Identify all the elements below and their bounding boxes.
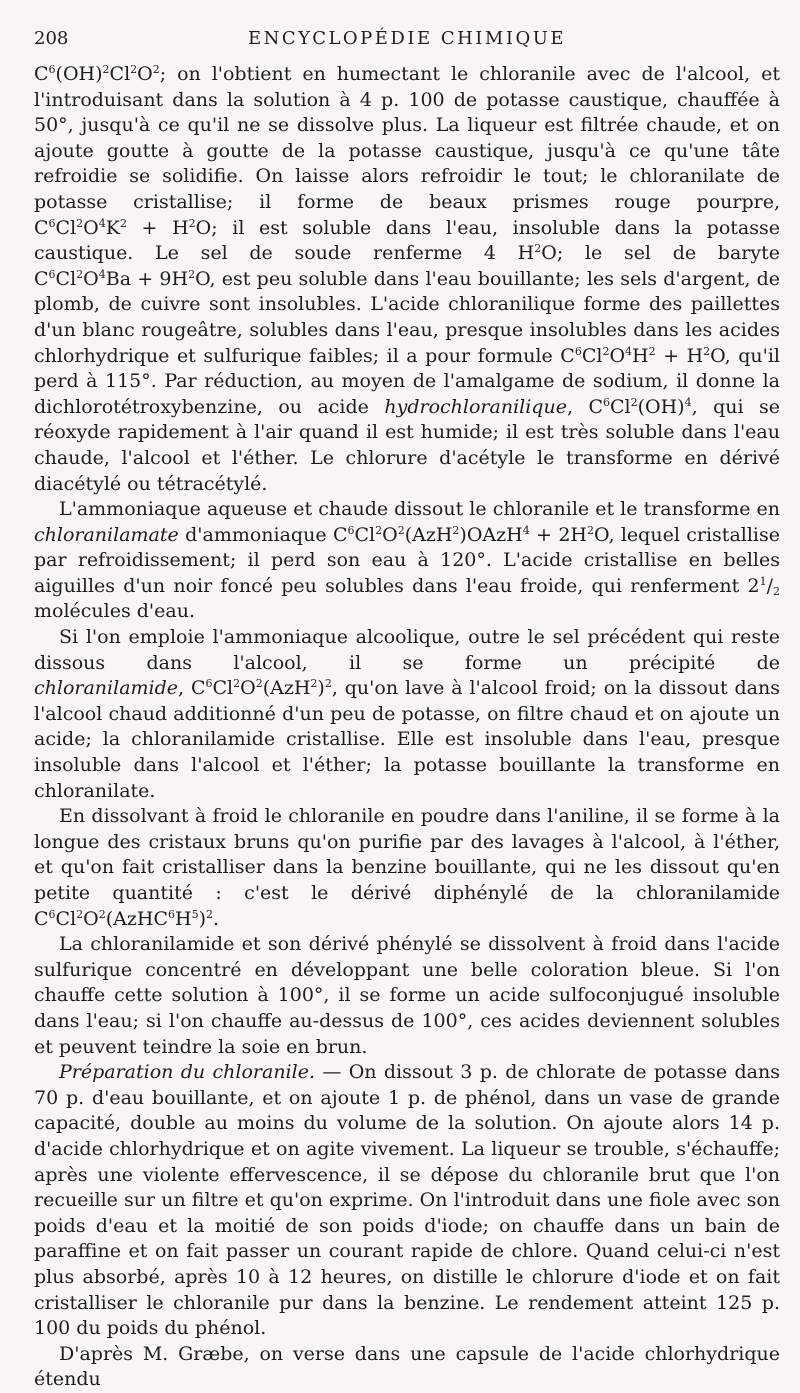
paragraph-preparation: Préparation du chloranile. — On dissout 3 p. de chlorate de potasse dans 70 p. d'eau bouillante, et on ajoute 1 p. de phénol, dans un vase de grande capacité, double au moins du volume de la solution. On ajoute alors 14 p. d'acide chlorhydrique et on agite vivement. La liqueur se trouble, s'échauffe; après une violente effervescence, il se dépose du chloranile brut que l'on recueille sur un filtre et qu'on exprime. On l'introduit dans une fiole avec son poids d'eau et la moitié de son poids d'iode; on chauffe dans un bain de paraffine et on fait passer un courant rapide de chlore. Quand celui-ci n'est plus absorbé, après 10 à 12 heures, on distille le chlorure d'iode et on fait cristalliser le chloranile pur dans la benzine. Le rendement atteint 125 p. 100 du poids du phénol. [34,1061,780,1340]
formula: $C^6(OH)^2Cl^2O^2$ [34,63,160,85]
formula: $C^6Cl^2O^2(AzHC^6H^5)^2$ [34,907,214,930]
formula: $C^6Cl^2O^2(AzH^2)OAzH^4 + 2H^2O$ [332,523,609,546]
running-title: ENCYCLOPÉDIE CHIMIQUE [247,28,567,49]
paragraph-chloranilamate: L'ammoniaque aqueuse et chaude dissout le chloranile et le transforme en chloranilamate d'ammoniaque $C^6Cl^2O^2(AzH^2)OAzH^4 + 2H^2O$, lequel cristallise par refroidissement; il perd son eau à 120°. L'acide cristallise en belles aiguilles d'un noir foncé peu solubles dans l'eau froide, qui renferment $2^1/_2$ molécules d'eau. [34,498,780,623]
formula: $C^6Cl^2O^4K^2 + H^2O$ [34,216,212,239]
paragraph-chloranilic-acid: $C^6(OH)^2Cl^2O^2$; on l'obtient en humectant le chloranile avec de l'alcool, et l'introduisant dans la solution à 4 p. 100 de potasse caustique, chauffée à 50°, jusqu'à ce qu'il ne se dissolve plus. La liqueur est filtrée chaude, et on ajoute goutte à goutte de la potasse caustique, jusqu'à ce qu'une tâte refroidie se solidifie. On laisse alors refroidir le tout; le chloranilate de potasse cristallise; il forme de beaux prismes rouge pourpre, $C^6Cl^2O^4K^2 + H^2O$; il est soluble dans l'eau, insoluble dans la potasse caustique. Le sel de soude renferme 4 $H^2O$; le sel de baryte $C^6Cl^2O^4Ba + 9H^2O$, est peu soluble dans l'eau bouillante; les sels d'argent, de plomb, de cuivre sont insolubles. L'acide chloranilique forme des paillettes d'un blanc rougeâtre, solubles dans l'eau, presque insolubles dans les acides chlorhydrique et sulfurique faibles; il a pour formule $C^6Cl^2O^4H^2 + H^2O$, qu'il perd à 115°. Par réduction, au moyen de l'amalgame de sodium, il donne la dichlorotétroxybenzine, ou acide hydrochloranilique, $C^6Cl^2(OH)^4$, qui se réoxyde rapidement à l'air quand il est humide; il est très soluble dans l'eau chaude, l'alcool et l'éther. Le chlorure d'acétyle le transforme en dérivé diacétylé ou tétracétylé. [34,63,781,495]
paragraph-graebe: D'après M. Græbe, on verse dans une capsule de l'acide chlorhydrique étendu [34,1342,780,1391]
paragraph-sulfuric: La chloranilamide et son dérivé phénylé se dissolvent à froid dans l'acide sulfurique concentré en développant une belle coloration bleue. Si l'on chauffe cette solution à 100°, il se forme un acide sulfoconjugué insoluble dans l'eau; si l'on chauffe au-dessus de 100°, ces acides deviennent solubles et peuvent teindre la soie en brun. [34,933,780,1058]
formula: $C^6Cl^2O^4H^2 + H^2O$ [560,344,725,367]
page-header [34,24,780,62]
paragraph-chloranilamide: Si l'on emploie l'ammoniaque alcoolique, outre le sel précédent qui reste dissous dans l'alcool, il se forme un précipité de chloranilamide, $C^6Cl^2O^2(AzH^2)^2$, qu'on lave à l'alcool froid; on la dissout dans l'alcool chaud additionné d'un peu de potasse, on filtre chaud et on ajoute un acide; la chloranilamide cristallise. Elle est insoluble dans l'eau, presque insoluble dans l'alcool et l'éther; la potasse bouillante la transforme en chloranilate. [34,626,780,802]
formula: 4 $H^2O$ [483,242,557,265]
page-number: 208 [34,28,69,49]
fraction: $2^1/_2$ [747,574,780,598]
paragraph-aniline: En dissolvant à froid le chloranile en poudre dans l'aniline, il se forme à la longue des cristaux bruns qu'on purifie par des lavages à l'alcool, à l'éther, et qu'on fait cristalliser dans la benzine bouillante, qui ne les dissout qu'en petite quantité : c'est le dérivé diphénylé de la chloranilamide $C^6Cl^2O^2(AzHC^6H^5)^2$. [34,805,780,930]
formula: $C^6Cl^2O^4Ba + 9H^2O$ [34,267,210,290]
body-text [34,62,780,1393]
formula: , $C^6Cl^2(OH)^4$ [566,395,692,418]
formula: , $C^6Cl^2O^2(AzH^2)^2$ [178,677,332,700]
